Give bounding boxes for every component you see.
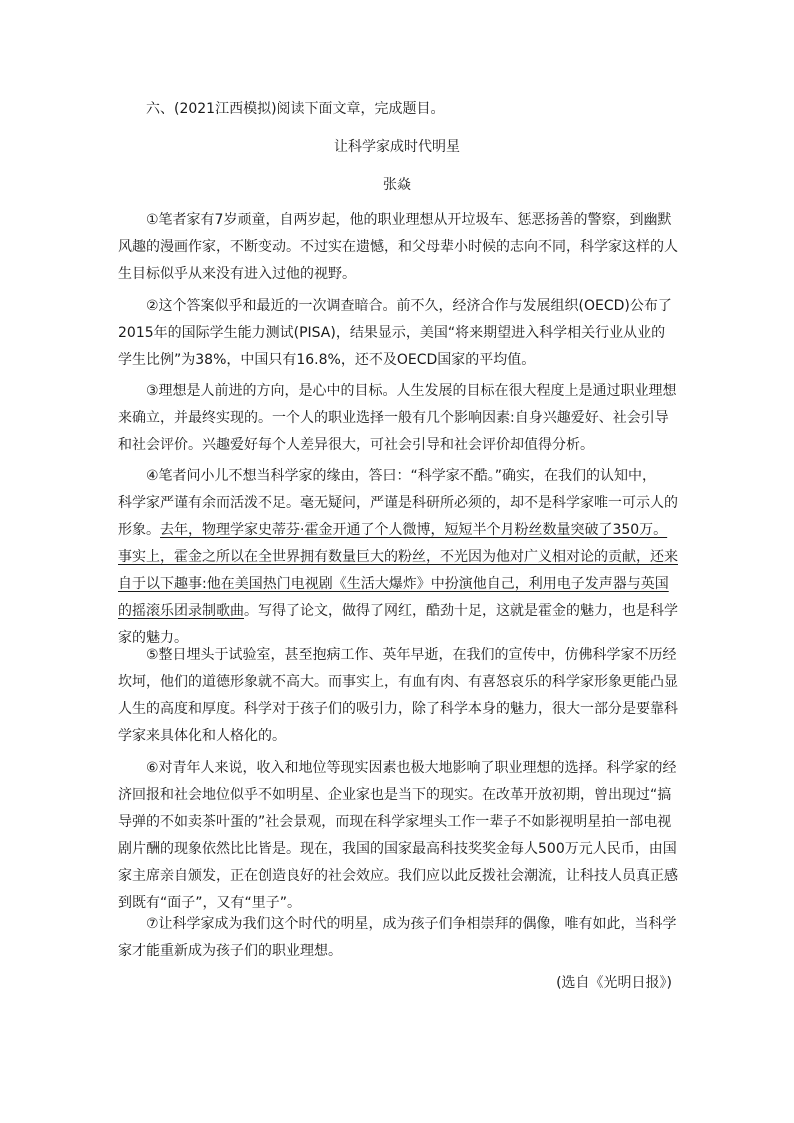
paragraph-line: ④笔者问小儿不想当科学家的缘由，答曰：“科学家不酷。”确实，在我们的认知中， bbox=[146, 468, 657, 484]
underlined-passage: 自于以下趣事:他在美国热门电视剧《生活大爆炸》中扮演他自己，利用电子发声器与英国 bbox=[118, 576, 669, 592]
paragraph-6 bbox=[118, 755, 678, 917]
paragraph-1 bbox=[118, 207, 678, 288]
paragraph-line: 济回报和社会地位似乎不如明星、企业家也是当下的现实。在改革开放初期，曾出现过“搞 bbox=[118, 787, 672, 803]
plain-text: 形象。 bbox=[118, 522, 160, 538]
paragraph-line: 风趣的漫画作家，不断变动。不过实在遗憾，和父母辈小时候的志向不同，科学家这样的人 bbox=[118, 239, 678, 255]
paragraph-line: 2015年的国际学生能力测试(PISA)，结果显示，美国“将来期望进入科学相关行业从业的 bbox=[118, 325, 666, 341]
article-author: 张焱 bbox=[383, 177, 411, 193]
paragraph-line: 家的魅力。 bbox=[118, 630, 188, 646]
paragraph-4 bbox=[118, 463, 678, 652]
underlined-passage: 去年，物理学家史蒂芬·霍金开通了个人微博，短短半个月粉丝数量突破了350万。 bbox=[160, 522, 668, 538]
article-source: (选自《光明日报》) bbox=[556, 975, 672, 991]
paragraph-line: 人生的高度和厚度。科学对于孩子们的吸引力，除了科学本身的魅力，很大一部分是要靠科 bbox=[118, 701, 678, 717]
paragraph-line: 和社会评价。兴趣爱好每个人差异很大，可社会引导和社会评价却值得分析。 bbox=[118, 437, 594, 453]
paragraph-line: ⑤整日埋头于试验室，甚至抱病工作、英年早逝，在我们的宣传中，仿佛科学家不历经 bbox=[146, 647, 677, 663]
paragraph-line: 来确立，并最终实现的。一个人的职业选择一般有几个影响因素:自身兴趣爱好、社会引导 bbox=[118, 410, 669, 426]
paragraph-line: 到既有“面子”，又有“里子”。 bbox=[118, 895, 302, 911]
paragraph-line: 导弹的不如卖茶叶蛋的”社会景观，而现在科学家埋头工作一辈子不如影视明星拍一部电视 bbox=[118, 814, 672, 830]
paragraph-line: ②这个答案似乎和最近的一次调查暗合。前不久，经济合作与发展组织(OECD)公布了 bbox=[146, 298, 672, 314]
paragraph-line bbox=[118, 598, 678, 625]
paragraph-line bbox=[118, 517, 678, 544]
paragraph-line: 剧片酬的现象依然比比皆是。现在，我国的国家最高科技奖奖金每人500万元人民币，由国 bbox=[118, 841, 677, 857]
paragraph-line: 家主席亲自颁发，正在创造良好的社会效应。我们应以此反拨社会潮流，让科技人员真正感 bbox=[118, 868, 678, 884]
paragraph-line: 科学家严谨有余而活泼不足。毫无疑问，严谨是科研所必须的，却不是科学家唯一可示人的 bbox=[118, 495, 678, 511]
paragraph-line: 学家来具体化和人格化的。 bbox=[118, 728, 286, 744]
paragraph-line: ⑥对青年人来说，收入和地位等现实因素也极大地影响了职业理想的选择。科学家的经 bbox=[146, 760, 677, 776]
paragraph-line: 坎坷，他们的道德形象就不高大。而事实上，有血有肉、有喜怒哀乐的科学家形象更能凸显 bbox=[118, 674, 678, 690]
paragraph-line: ①笔者家有7岁顽童，自两岁起，他的职业理想从开垃圾车、惩恶扬善的警察，到幽默 bbox=[146, 212, 672, 228]
paragraph-3 bbox=[118, 378, 678, 459]
underlined-passage: 的摇滚乐团录制歌曲 bbox=[118, 603, 244, 619]
question-header: 六、(2021江西模拟)阅读下面文章，完成题目。 bbox=[146, 101, 445, 117]
paragraph-line: 家才能重新成为孩子们的职业理想。 bbox=[118, 943, 342, 959]
paragraph-line: 生目标似乎从来没有进入过他的视野。 bbox=[118, 266, 356, 282]
article-title: 让科学家成时代明星 bbox=[334, 139, 460, 155]
underlined-passage: 事实上，霍金之所以在全世界拥有数量巨大的粉丝，不光因为他对广义相对论的贡献，还来 bbox=[118, 549, 678, 565]
paragraph-7 bbox=[118, 911, 678, 965]
paragraph-5 bbox=[118, 642, 678, 750]
paragraph-line: ⑦让科学家成为我们这个时代的明星，成为孩子们争相崇拜的偶像，唯有如此，当科学 bbox=[146, 916, 677, 932]
plain-text: 。写得了论文，做得了网红，酷劲十足，这就是霍金的魅力，也是科学 bbox=[244, 603, 678, 619]
paragraph-line: ③理想是人前进的方向，是心中的目标。人生发展的目标在很大程度上是通过职业理想 bbox=[146, 383, 677, 399]
paragraph-line: 学生比例”为38%，中国只有16.8%，还不及OECD国家的平均值。 bbox=[118, 352, 536, 368]
paragraph-2 bbox=[118, 293, 678, 374]
